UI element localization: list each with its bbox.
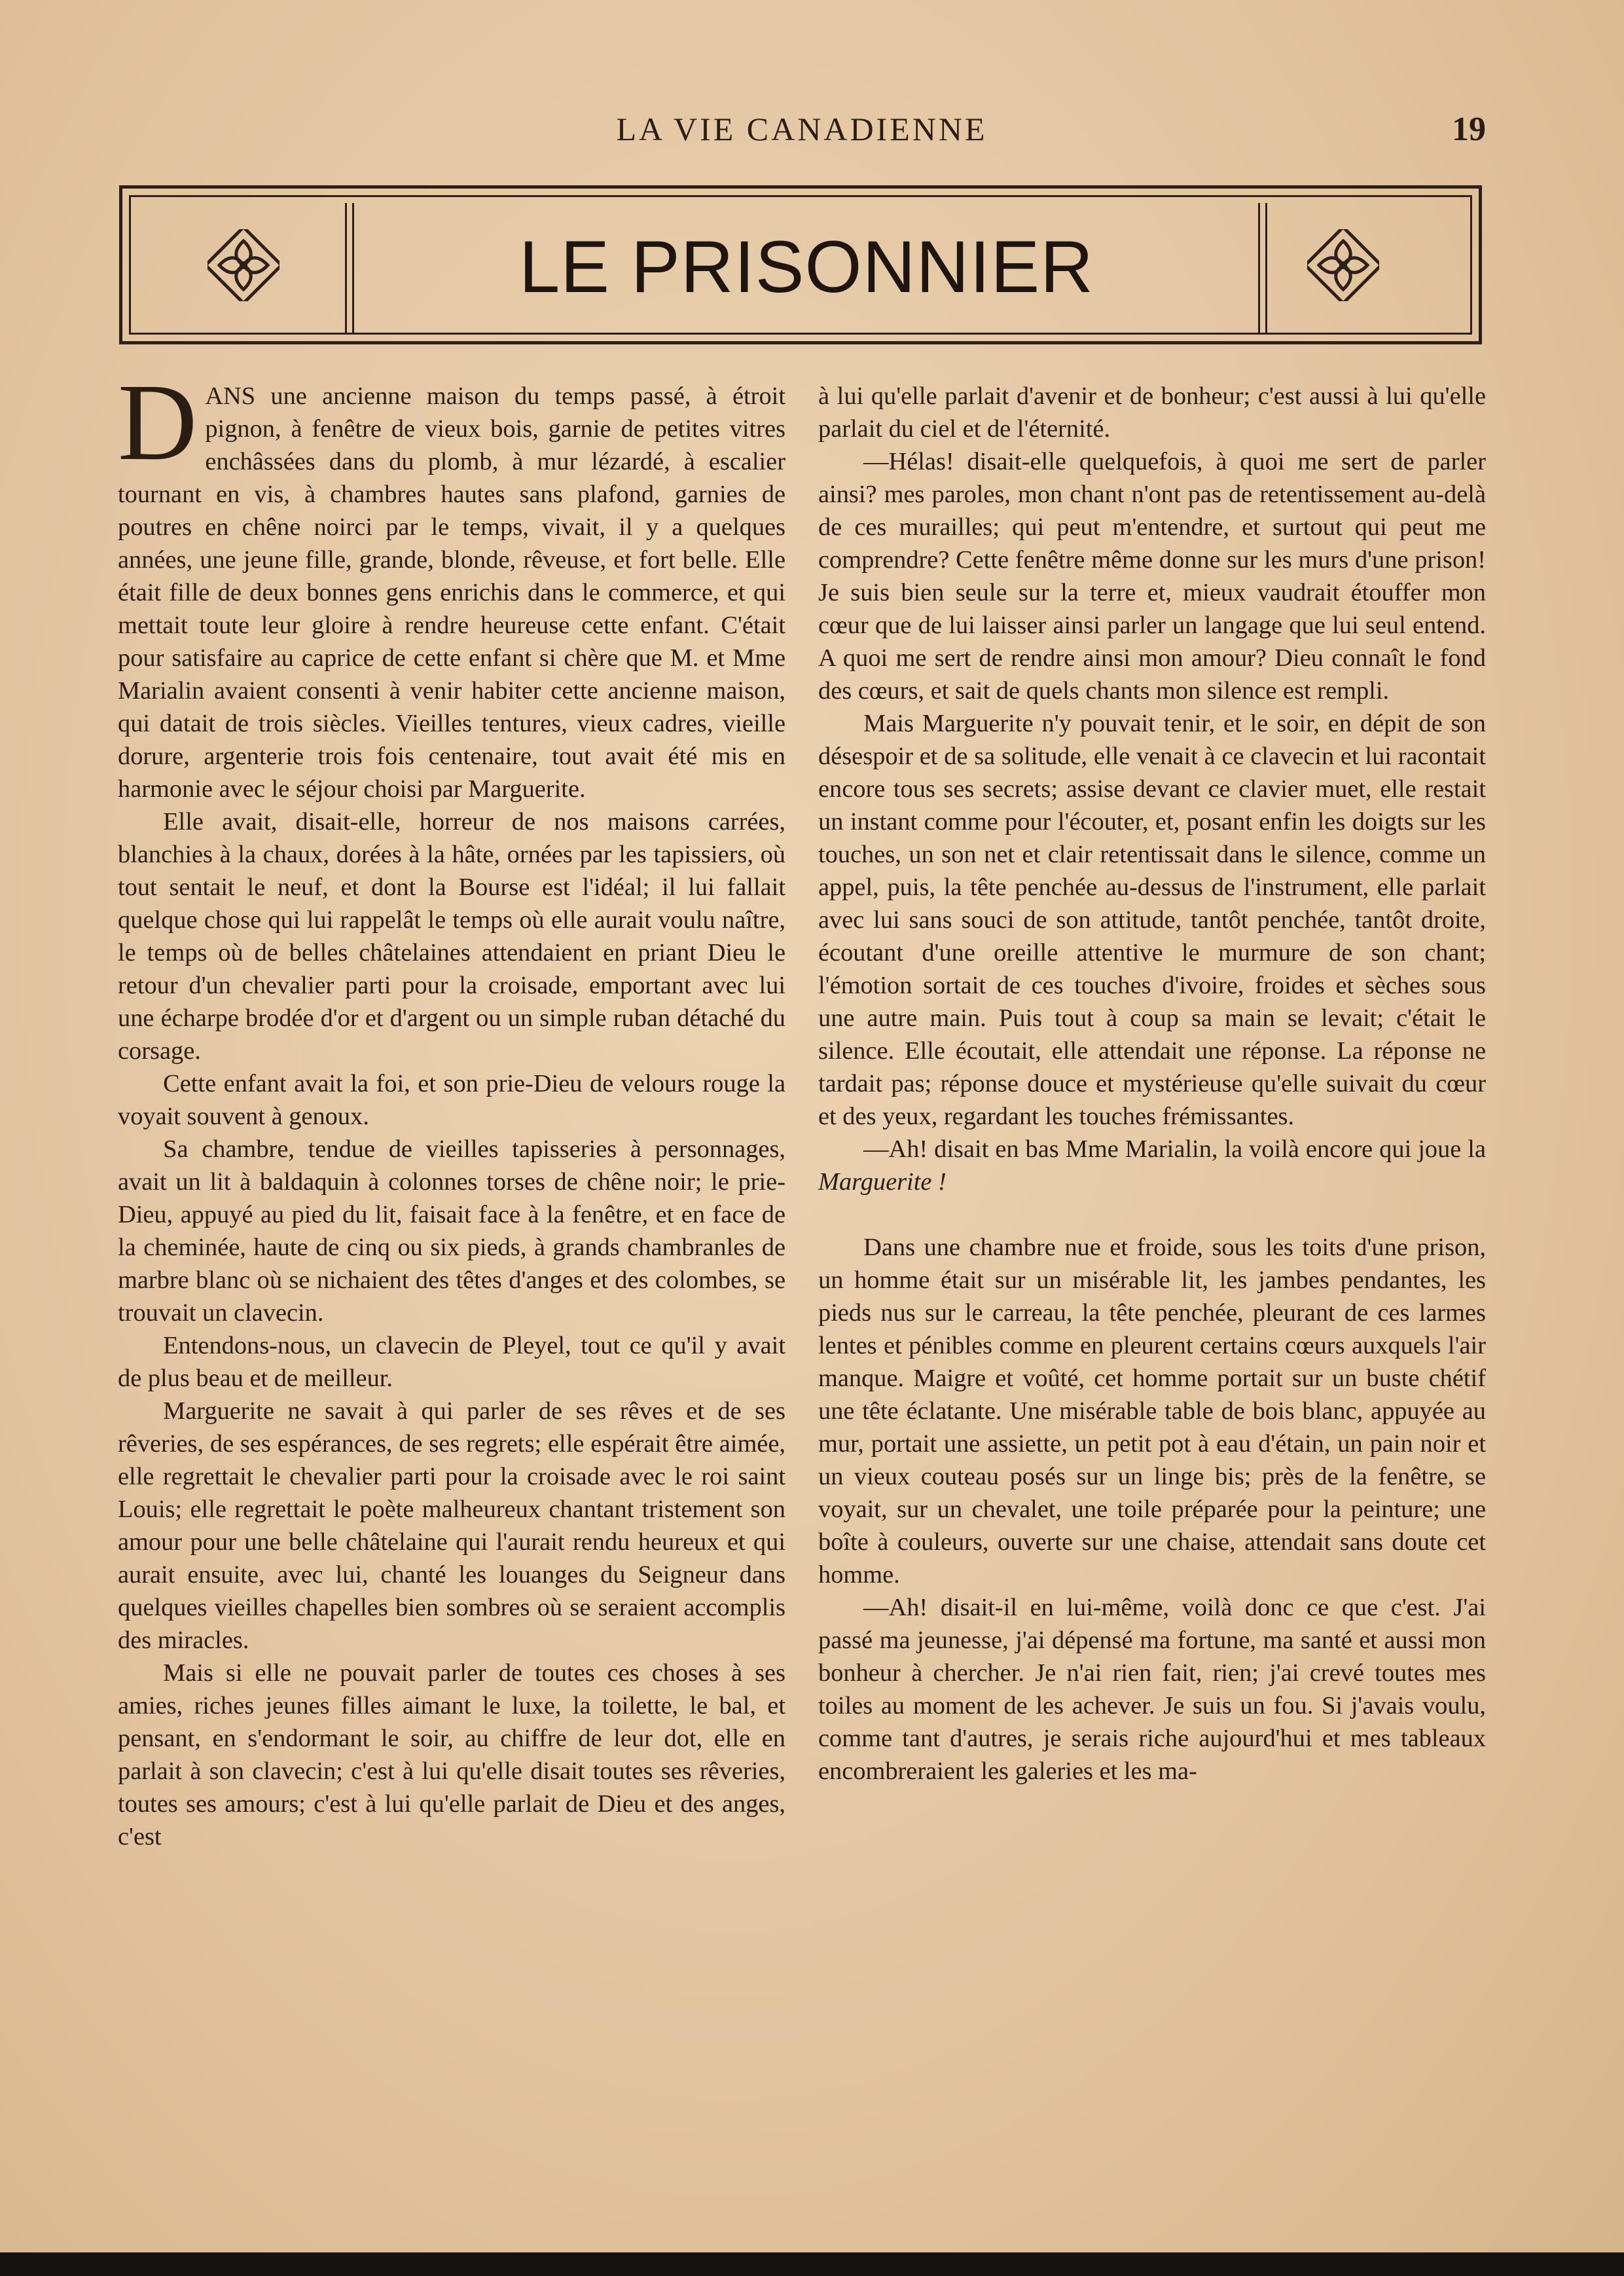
running-title: LA VIE CANADIENNE [616,111,988,147]
article-title: LE PRISONNIER [518,226,1094,308]
quatrefoil-ornament-icon [208,229,280,301]
scan-bottom-edge [0,2252,1624,2276]
paragraph: Sa chambre, tendue de vieilles tapisseries à personnages, avait un lit à baldaquin à colonnes torses de chêne noir; le prie-Dieu, appuyé au pied du lit, faisait face à la fenêtre, et en face de la cheminée, haute de cinq ou six pieds, à grands chambranles de marbre blanc où se nichaient des têtes d'anges et des colombes, se trouvait un clavecin. [118,1135,785,1327]
paragraph: Dans une chambre nue et froide, sous les toits d'une prison, un homme était sur un misérable lit, les jambes pendantes, les pieds nus sur le carreau, la tête penchée, pleurant de ces larmes lentes et pénibles comme en pleurent certains cœurs auxquels l'air manque. Maigre et voûté, cet homme portait sur un buste chétif une tête éclatante. Une misérable table de bois blanc, appuyée au mur, portait une assiette, un petit pot à eau d'étain, un pain noir et un vieux couteau posés sur un linge bis; près de la fenêtre, se voyait, sur un chevalet, une toile préparée pour la peinture; une boîte à couleurs, ouverte sur une chaise, attendait sans doute cet homme. [818,1234,1486,1588]
title-box [119,185,1482,344]
paragraph [818,1133,1486,1198]
paragraph: —Hélas! disait-elle quelquefois, à quoi me sert de parler ainsi? mes paroles, mon chant n'ont pas de retentissement au-delà de ces murailles; qui peut m'entendre, et surtout qui peut me comprendre? Cette fenêtre même donne sur les murs d'une prison! Je suis bien seule sur la terre et, mieux vaudrait étouffer mon cœur que de lui laisser ainsi parler un langage que lui seul entend. A quoi me sert de rendre ainsi mon amour? Dieu connaît le fond des cœurs, et sait de quels chants mon silence est rempli. [818,448,1486,705]
paragraph: à lui qu'elle parlait d'avenir et de bonheur; c'est aussi à lui qu'elle parlait du ciel et de l'éternité. [818,382,1486,443]
paragraph-text: ANS une ancienne maison du temps passé, à étroit pignon, à fenêtre de vieux bois, garnie de petites vitres enchâssées dans du plomb, à mur lézardé, à escalier tournant en vis, à chambres hautes sans plafond, garnies de poutres en chêne noirci par le temps, vivait, il y a quelques années, une jeune fille, grande, blonde, rêveuse, et fort belle. Elle était fille de deux bonnes gens enrichis dans le commerce, et qui mettait toute leur gloire à rendre heureuse cette enfant. C'était pour satisfaire au caprice de cette enfant si chère que M. et Mme Marialin avaient consenti à venir habiter cette ancienne maison, qui datait de trois siècles. Vieilles tentures, vieux cadres, vieille dorure, argenterie trois fois centenaire, tout avait été mis en harmonie avec le séjour choisi par Marguerite. [118,382,785,803]
running-head [0,110,1624,156]
title-divider-right [1258,203,1267,334]
text-column-left [118,361,785,1853]
paragraph: Mais si elle ne pouvait parler de toutes ces choses à ses amies, riches jeunes filles aimant le luxe, la toilette, le bal, et pensant, en s'endormant le soir, au chiffre de leur dot, elle en parlait à son clavecin; c'est à lui qu'elle disait toutes ses rêveries, toutes ses amours; c'est à lui qu'elle parlait de Dieu et des anges, c'est [118,1659,785,1850]
drop-cap: D [118,361,198,483]
paragraph: —Ah! disait-il en lui-même, voilà donc ce que c'est. J'ai passé ma jeunesse, j'ai dépensé ma fortune, ma santé et aussi mon bonheur à chercher. Je n'ai rien fait, rien; j'ai crevé toutes mes toiles au moment de les achever. Je suis un fou. Si j'avais voulu, comme tant d'autres, je serais riche aujourd'hui et mes tableaux encombreraient les galeries et les ma- [818,1594,1486,1785]
paragraph: Mais Marguerite n'y pouvait tenir, et le soir, en dépit de son désespoir et de sa solitude, elle venait à ce clavecin et lui racontait encore tous ses secrets; assise devant ce clavier muet, elle restait un instant comme pour l'écouter, et, posant enfin les doigts sur les touches, un son net et clair retentissait dans le silence, comme un appel, puis, la tête penchée au-dessus de l'instrument, elle parlait avec lui sans souci de son attitude, tantôt penchée, tantôt droite, écoutant d'une oreille attentive le murmure de son chant; l'émotion sortait de ces touches d'ivoire, froides et sèches sous une autre main. Puis tout à coup sa main se levait; c'était le silence. Elle écoutait, elle attendait une réponse. La réponse ne tardait pas; réponse douce et mystérieuse qu'elle suivait du cœur et des yeux, regardant les touches frémissantes. [818,710,1486,1130]
paragraph: Cette enfant avait la foi, et son prie-Dieu de velours rouge la voyait souvent à genoux. [118,1070,785,1130]
paragraph: Elle avait, disait-elle, horreur de nos maisons carrées, blanchies à la chaux, dorées à la hâte, ornées par les tapissiers, où tout sentait le neuf, et dont la Bourse est l'idéal; il lui fallait quelque chose qui lui rappelât le temps où elle aurait voulu naître, le temps où de belles châtelaines attendaient en priant Dieu le retour d'un chevalier parti pour la croisade, emportant avec lui une écharpe brodée d'or et d'argent ou un simple ruban détaché du corsage. [118,808,785,1065]
paragraph-text: —Ah! disait en bas Mme Marialin, la voilà encore qui joue la [863,1135,1486,1163]
italic-title: Marguerite ! [818,1168,947,1196]
page-number: 19 [1452,111,1486,148]
paragraph: Entendons-nous, un clavecin de Pleyel, tout ce qu'il y avait de plus beau et de meilleur. [118,1332,785,1392]
paragraph [118,361,785,805]
title-divider-left [345,203,354,334]
quatrefoil-ornament-icon [1307,229,1379,301]
paragraph: Marguerite ne savait à qui parler de ses rêves et de ses rêveries, de ses espérances, de ses regrets; elle espérait être aimée, elle regrettait le chevalier parti pour la croisade avec le roi saint Louis; elle regrettait le poète malheureux chantant tristement son amour pour une belle châtelaine qui l'aurait rendu heureux et qui aurait ensuite, avec lui, chanté les louanges du Seigneur dans quelques vieilles chapelles bien sombres où se seraient accomplis des miracles. [118,1397,785,1654]
text-column-right [818,380,1486,1788]
